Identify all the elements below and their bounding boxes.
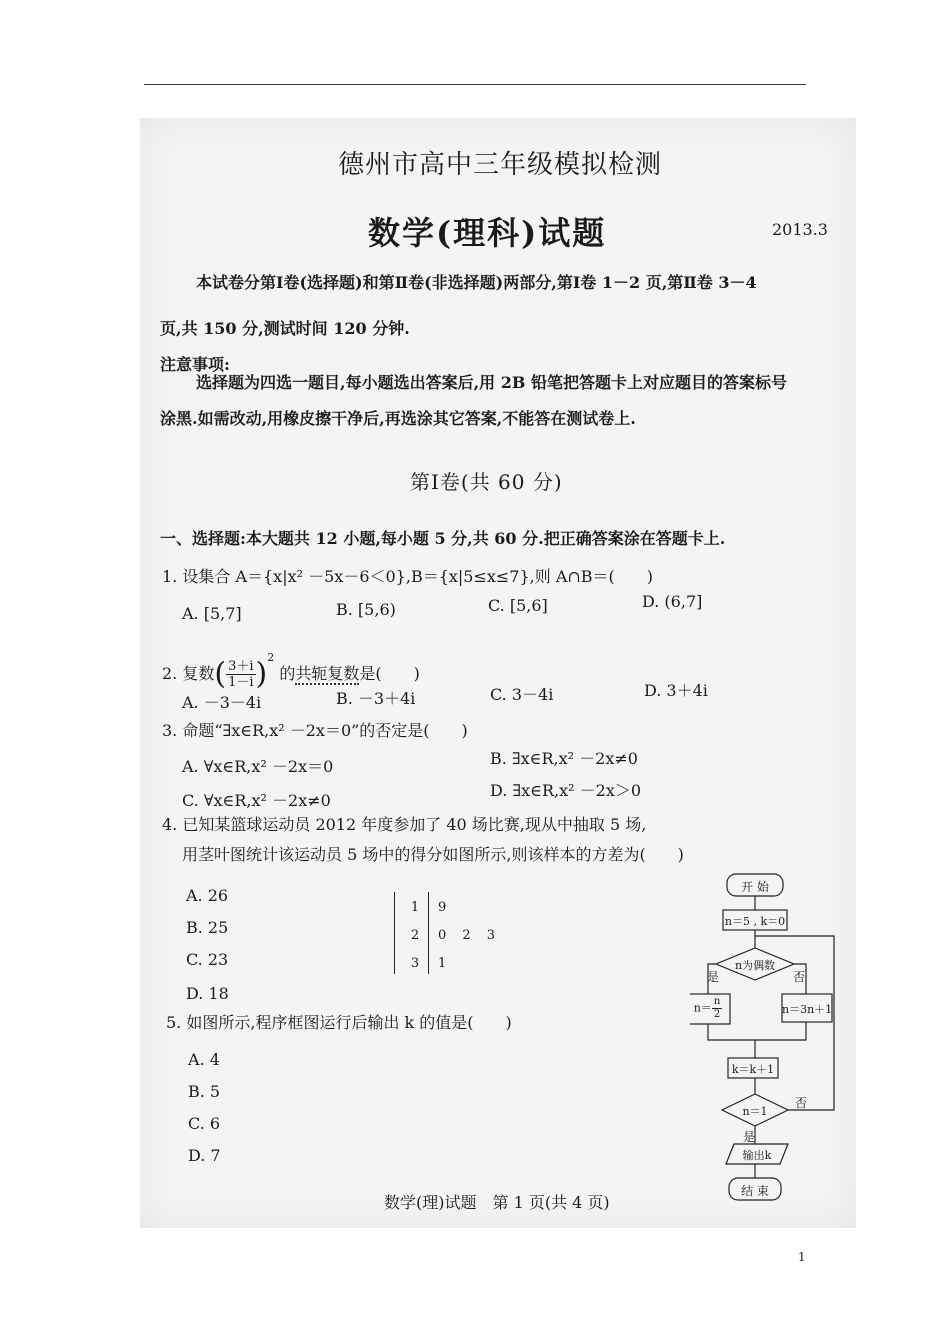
section-title: 第Ⅰ卷(共 60 分) [410, 470, 563, 494]
flowchart-increment: k＝k＋1 [731, 1063, 775, 1076]
q1-option-b: B. [5,6) [336, 600, 396, 619]
q2-option-b: B. －3＋4i [336, 689, 416, 708]
even-step-den: 2 [713, 1009, 721, 1020]
leaf-values: 1 [438, 956, 453, 971]
q2-option-d: D. 3＋4i [644, 681, 708, 700]
flowchart-yes-1: 是 [706, 970, 719, 984]
q2-suffix-a: 的 [279, 664, 296, 683]
q4-option-a: A. 26 [186, 886, 229, 905]
exam-subtitle: 数学(理科)试题 [368, 214, 607, 252]
q2-exponent: 2 [267, 651, 275, 664]
even-step-prefix: n＝ [693, 1001, 712, 1015]
flowchart-no-1: 否 [792, 970, 805, 984]
q3-stem: 3. 命题“∃x∈R,x² －2x＝0”的否定是( ) [162, 721, 468, 740]
exam-date: 2013.3 [772, 220, 828, 239]
flowchart-condition-one: n＝1 [742, 1105, 768, 1118]
page-footer: 数学(理)试题 第 1 页(共 4 页) [384, 1193, 610, 1212]
q1-option-c: C. [5,6] [488, 596, 548, 615]
q2-denominator: 1－i [228, 675, 254, 690]
notice-line-2: 涂黑.如需改动,用橡皮擦干净后,再选涂其它答案,不能答在测试卷上. [160, 409, 636, 428]
stem-value: 1 [410, 900, 420, 915]
q5-option-d: D. 7 [188, 1146, 221, 1165]
even-step-fraction [712, 996, 722, 1021]
flowchart-output: 输出k [742, 1149, 772, 1162]
q3-option-b: B. ∃x∈R,x² －2x≠0 [490, 749, 638, 768]
intro-line-1: 本试卷分第Ⅰ卷(选择题)和第Ⅱ卷(非选择题)两部分,第Ⅰ卷 1－2 页,第Ⅱ卷 3－4 [196, 273, 757, 292]
exam-title: 德州市高中三年级模拟检测 [338, 150, 663, 180]
flowchart-end: 结 束 [741, 1184, 769, 1198]
stem-value: 2 [410, 928, 420, 943]
q2-suffix-b: 是( ) [359, 664, 420, 683]
q1-option-a: A. [5,7] [182, 604, 242, 623]
q2-prefix: 2. 复数 [162, 664, 215, 683]
q2-suffix-dots: 共轭复数 [295, 664, 360, 683]
q4-stem-line-2: 用茎叶图统计该运动员 5 场中的得分如图所示,则该样本的方差为( ) [182, 845, 684, 864]
top-rule [144, 84, 806, 85]
section-instruction: 一、选择题:本大题共 12 小题,每小题 5 分,共 60 分.把正确答案涂在答题卡上. [160, 529, 726, 548]
q2-stem: 2. 复数( $\frac{3+i}{1-i}$ )$^2$ 的共轭复数是( ) [162, 651, 420, 692]
flowchart-no-2: 否 [794, 1096, 807, 1110]
program-flowchart [690, 868, 860, 1208]
intro-line-2: 页,共 150 分,测试时间 120 分钟. [160, 319, 410, 338]
q2-numerator: 3＋i [228, 659, 254, 674]
flowchart-condition-even: n为偶数 [734, 959, 776, 972]
q2-option-a: A. －3－4i [182, 693, 262, 712]
q5-option-b: B. 5 [188, 1082, 221, 1101]
q5-option-c: C. 6 [188, 1114, 221, 1133]
q5-option-a: A. 4 [188, 1050, 220, 1069]
q3-option-d: D. ∃x∈R,x² －2x＞0 [490, 781, 642, 800]
leaf-values: 9 [438, 900, 453, 915]
notice-line-1: 选择题为四选一题目,每小题选出答案后,用 2B 铅笔把答题卡上对应题目的答案标号 [196, 373, 787, 392]
flowchart-odd-step: n＝3n＋1 [782, 1003, 833, 1016]
q4-option-b: B. 25 [186, 918, 229, 937]
q2-fraction [226, 659, 255, 690]
page-number: 1 [798, 1250, 806, 1264]
flowchart-start: 开 始 [741, 880, 769, 894]
q2-option-c: C. 3－4i [490, 685, 554, 704]
even-step-num: n [713, 996, 721, 1007]
flowchart-even-step [686, 996, 730, 1021]
q4-option-c: C. 23 [186, 950, 229, 969]
q1-option-d: D. (6,7] [642, 592, 703, 611]
q1-stem: 1. 设集合 A＝{x|x² －5x－6＜0},B＝{x|5≤x≤7},则 A∩B＝( ) [162, 567, 654, 586]
q3-option-c: C. ∀x∈R,x² －2x≠0 [182, 791, 331, 810]
stem-value: 3 [410, 956, 420, 971]
flowchart-init: n＝5 , k＝0 [724, 915, 786, 928]
leaf-values: 0 2 3 [438, 928, 502, 943]
q3-option-a: A. ∀x∈R,x² －2x＝0 [182, 757, 334, 776]
q4-option-d: D. 18 [186, 984, 229, 1003]
q5-stem: 5. 如图所示,程序框图运行后输出 k 的值是( ) [166, 1013, 512, 1032]
notice-label: 注意事项: [160, 355, 230, 374]
q4-stem-line-1: 4. 已知某篮球运动员 2012 年度参加了 40 场比赛,现从中抽取 5 场, [162, 815, 647, 834]
flowchart-yes-2: 是 [742, 1130, 755, 1144]
